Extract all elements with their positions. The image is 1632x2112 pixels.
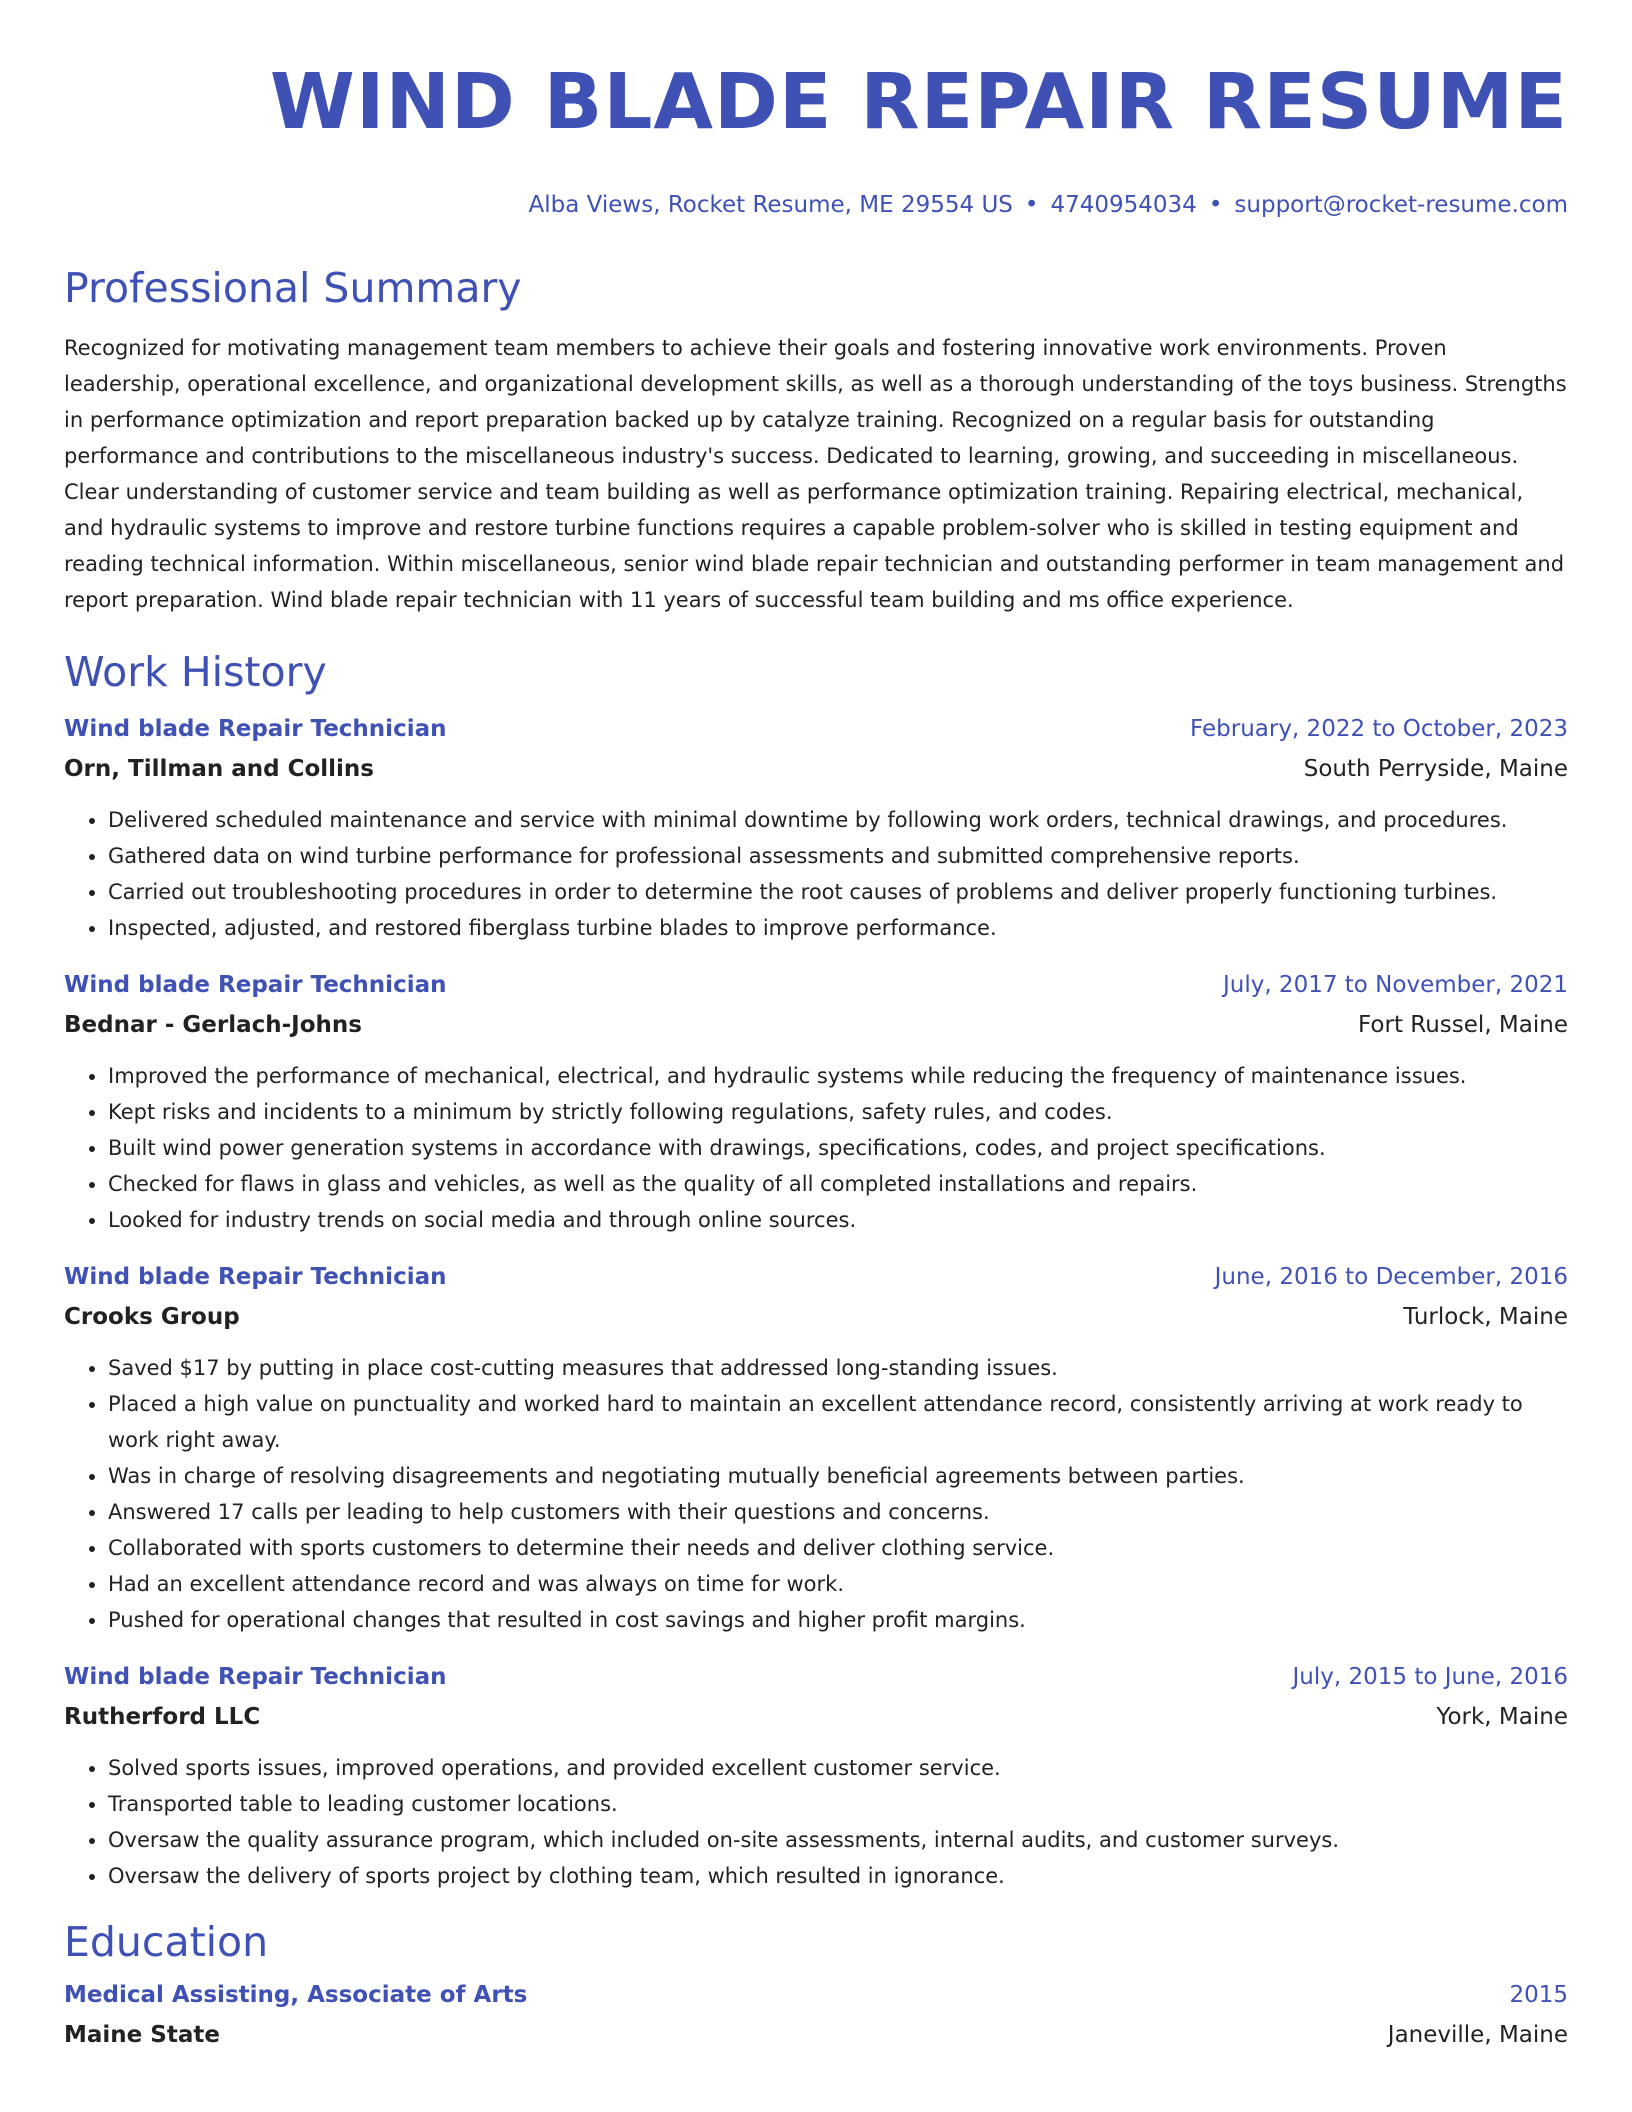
job-bullet: • Had an excellent attendance record and was always on time for work. (108, 1566, 1568, 1602)
job-bullet: • Oversaw the delivery of sports project by clothing team, which resulted in ignorance. (108, 1858, 1568, 1894)
education-degree-row (64, 1980, 1568, 2010)
resume-name: WIND BLADE REPAIR RESUME (269, 58, 1568, 147)
job-bullet: • Transported table to leading customer locations. (108, 1786, 1568, 1822)
job-bullet: • Delivered scheduled maintenance and service with minimal downtime by following work orders, technical drawings, and procedures. (108, 802, 1568, 838)
job-bullet: • Solved sports issues, improved operations, and provided excellent customer service. (108, 1750, 1568, 1786)
education-year: 2015 (1509, 1982, 1568, 2008)
job-bullet: • Was in charge of resolving disagreements and negotiating mutually beneficial agreements between parties. (108, 1458, 1568, 1494)
job-company-row (64, 754, 1568, 784)
job-title-row (64, 714, 1568, 744)
job-title: Wind blade Repair Technician (64, 972, 447, 998)
job-location: Fort Russel, Maine (1358, 1012, 1568, 1038)
job-bullet-list (64, 1058, 1568, 1238)
job-location: York, Maine (1436, 1704, 1568, 1730)
resume-header (64, 0, 1568, 220)
job-bullet: • Carried out troubleshooting procedures in order to determine the root causes of problems and deliver properly functioning turbines. (108, 874, 1568, 910)
job-entry (64, 970, 1568, 1238)
job-company-row (64, 1302, 1568, 1332)
job-bullet: • Collaborated with sports customers to determine their needs and deliver clothing service. (108, 1530, 1568, 1566)
education-school: Maine State (64, 2022, 220, 2048)
education-school-row (64, 2020, 1568, 2050)
contact-email: support@rocket-resume.com (1234, 192, 1568, 218)
contact-separator: • (1024, 192, 1039, 218)
contact-address: Alba Views, Rocket Resume, ME 29554 US (528, 192, 1013, 218)
job-dates: June, 2016 to December, 2016 (1214, 1264, 1568, 1290)
job-bullet: • Checked for flaws in glass and vehicles, as well as the quality of all completed installations and repairs. (108, 1166, 1568, 1202)
education-location: Janeville, Maine (1387, 2022, 1568, 2048)
job-dates: February, 2022 to October, 2023 (1190, 716, 1568, 742)
education-entry (64, 1980, 1568, 2050)
contact-separator: • (1208, 192, 1223, 218)
job-bullet: • Answered 17 calls per leading to help customers with their questions and concerns. (108, 1494, 1568, 1530)
education-section (64, 1916, 1568, 2050)
job-bullet: • Improved the performance of mechanical, electrical, and hydraulic systems while reducing the frequency of maintenance issues. (108, 1058, 1568, 1094)
job-bullet: • Saved $17 by putting in place cost-cutting measures that addressed long-standing issues. (108, 1350, 1568, 1386)
contact-line (64, 190, 1568, 220)
company-name: Rutherford LLC (64, 1704, 261, 1730)
job-bullet: • Looked for industry trends on social media and through online sources. (108, 1202, 1568, 1238)
job-entry (64, 1262, 1568, 1638)
summary-text: Recognized for motivating management team members to achieve their goals and fostering innovative work environments. Proven leadership, operational excellence, and organizational development skills, as well as a thorough understanding of the toys business. Strengths in performance optimization and report preparation backed up by catalyze training. Recognized on a regular basis for outstanding performance and contributions to the miscellaneous industry's success. Dedicated to learning, growing, and succeeding in miscellaneous. Clear understanding of customer service and team building as well as performance optimization training. Repairing electrical, mechanical, and hydraulic systems to improve and restore turbine functions requires a capable problem-solver who is skilled in testing equipment and reading technical information. Within miscellaneous, senior wind blade repair technician and outstanding performer in team management and report preparation. Wind blade repair technician with 11 years of successful team building and ms office experience. (64, 336, 1567, 612)
job-title-row (64, 1262, 1568, 1292)
job-entry (64, 1662, 1568, 1894)
job-dates: July, 2017 to November, 2021 (1222, 972, 1568, 998)
job-title: Wind blade Repair Technician (64, 1264, 447, 1290)
job-company-row (64, 1010, 1568, 1040)
job-title-row (64, 1662, 1568, 1692)
section-title-education: Education (64, 1918, 269, 1966)
section-title-work-history: Work History (64, 648, 327, 696)
job-company-row (64, 1702, 1568, 1732)
job-title: Wind blade Repair Technician (64, 1664, 447, 1690)
job-bullet-list (64, 802, 1568, 946)
job-bullet: • Kept risks and incidents to a minimum by strictly following regulations, safety rules, and codes. (108, 1094, 1568, 1130)
job-bullet-list (64, 1350, 1568, 1638)
job-title-row (64, 970, 1568, 1000)
company-name: Bednar - Gerlach-Johns (64, 1012, 362, 1038)
education-degree: Medical Assisting, Associate of Arts (64, 1982, 528, 2008)
job-list (64, 714, 1568, 1894)
company-name: Crooks Group (64, 1304, 240, 1330)
job-location: South Perryside, Maine (1303, 756, 1568, 782)
work-history-section (64, 646, 1568, 1894)
education-list (64, 1980, 1568, 2050)
job-location: Turlock, Maine (1403, 1304, 1568, 1330)
job-dates: July, 2015 to June, 2016 (1292, 1664, 1568, 1690)
job-entry (64, 714, 1568, 946)
job-bullet: • Built wind power generation systems in accordance with drawings, specifications, codes, and project specifications. (108, 1130, 1568, 1166)
job-bullet: • Gathered data on wind turbine performance for professional assessments and submitted comprehensive reports. (108, 838, 1568, 874)
job-bullet: • Placed a high value on punctuality and worked hard to maintain an excellent attendance record, consistently arriving at work ready to work right away. (108, 1386, 1568, 1458)
company-name: Orn, Tillman and Collins (64, 756, 374, 782)
job-bullet-list (64, 1750, 1568, 1894)
section-title-summary: Professional Summary (64, 264, 522, 312)
job-title: Wind blade Repair Technician (64, 716, 447, 742)
job-bullet: • Inspected, adjusted, and restored fiberglass turbine blades to improve performance. (108, 910, 1568, 946)
job-bullet: • Oversaw the quality assurance program, which included on-site assessments, internal audits, and customer surveys. (108, 1822, 1568, 1858)
contact-phone: 4740954034 (1050, 192, 1197, 218)
professional-summary-section (64, 262, 1568, 618)
job-bullet: • Pushed for operational changes that resulted in cost savings and higher profit margins. (108, 1602, 1568, 1638)
